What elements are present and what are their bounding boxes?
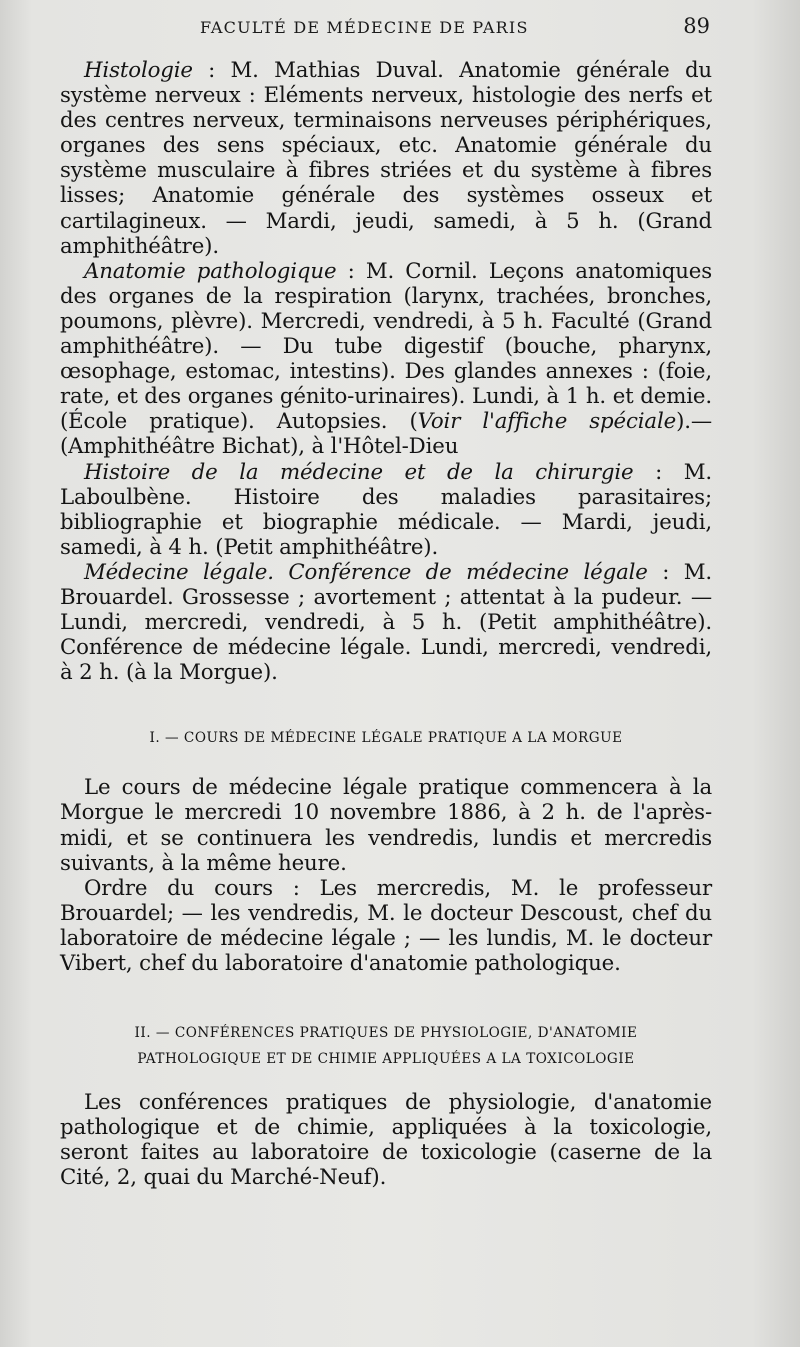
course-text-histologie: : M. Mathias Duval. Anatomie générale du système nerveux : Eléments nerveux, histologie des nerfs et des centres nerveux, terminaisons nerveuses périphériques, organes des sens spéciaux, etc. Anatomie générale du système musculaire à fibres striées et du système à fibres lisses; Anatomie générale des systèmes osseux et cartilagineux. — Mardi, jeudi, samedi, à 5 h. (Grand amphithéâtre).: [60, 58, 712, 259]
course-label-medecine-legale: Médecine légale. Conférence de médecine légale: [84, 559, 648, 585]
page-header: [60, 14, 710, 46]
course-italic-note: Voir l'affiche spéciale: [417, 409, 677, 435]
course-label-histologie: Histologie: [84, 58, 193, 83]
page-body: [60, 58, 712, 1190]
section-title-1: I. — COURS DE MÉDECINE LÉGALE PRATIQUE A LA MORGUE: [149, 730, 623, 747]
section-1-paragraph-2: Ordre du cours : Les mercredis, M. le professeur Brouardel; — les vendredis, M. le docteur Descoust, chef du laboratoire de médecine légale ; — les lundis, M. le docteur Vibert, chef du laboratoire d'anatomie pathologique.: [60, 875, 712, 976]
section-title-2-line-1: II. — CONFÉRENCES PRATIQUES DE PHYSIOLOGIE, D'ANATOMIE: [134, 1025, 638, 1042]
paragraph-histologie: [60, 58, 712, 259]
course-label-histoire: Histoire de la médecine et de la chirurgie: [84, 459, 634, 485]
course-text-anatomie-pathologique-end: ).— (Amphithéâtre Bichat), à l'Hôtel-Dieu: [60, 409, 713, 460]
course-text-histoire: : M. Laboulbène. Histoire des maladies parasitaires; bibliographie et biographie médicale. — Mardi, jeudi, samedi, à 4 h. (Petit amphithéâtre).: [60, 459, 713, 560]
paragraph-histoire: [60, 460, 712, 560]
section-2-paragraph-1: Les conférences pratiques de physiologie, d'anatomie pathologique et de chimie, appliquées à la toxicologie, seront faites au laboratoire de toxicologie (caserne de la Cité, 2, quai du Marché-Neuf).: [60, 1090, 712, 1191]
course-text-anatomie-pathologique: : M. Cornil. Leçons anatomiques des organes de la respiration (larynx, trachées, bronches, poumons, plèvre). Mercredi, vendredi, à 5 h. Faculté (Grand amphithéâtre). — Du tube digestif (bouche, pharynx, œsophage, estomac, intestins). Des glandes annexes : (foie, rate, et des organes génito-urinaires). Lundi, à 1 h. et demie. (École pratique). Autopsies. (: [60, 258, 712, 435]
section-1-paragraph-1: Le cours de médecine légale pratique commencera à la Morgue le mercredi 10 novembre 1886, à 2 h. de l'après-midi, et se continuera les vendredis, lundis et mercredis suivants, à la même heure.: [60, 775, 712, 876]
course-label-anatomie-pathologique: Anatomie pathologique: [84, 258, 337, 284]
section-title-2-line-2: PATHOLOGIQUE ET DE CHIMIE APPLIQUÉES A LA TOXICOLOGIE: [137, 1051, 635, 1068]
running-head: FACULTÉ DE MÉDECINE DE PARIS: [200, 18, 529, 37]
paragraph-medecine-legale: [60, 560, 712, 685]
paragraph-anatomie-pathologique: [60, 259, 712, 460]
course-text-medecine-legale: : M. Brouardel. Grossesse ; avortement ; attentat à la pudeur. — Lundi, mercredi, vendredi, à 5 h. (Petit amphithéâtre). Conférence de médecine légale. Lundi, mercredi, vendredi, à 2 h. (à la Morgue).: [60, 559, 712, 686]
page-number: 89: [683, 14, 710, 38]
